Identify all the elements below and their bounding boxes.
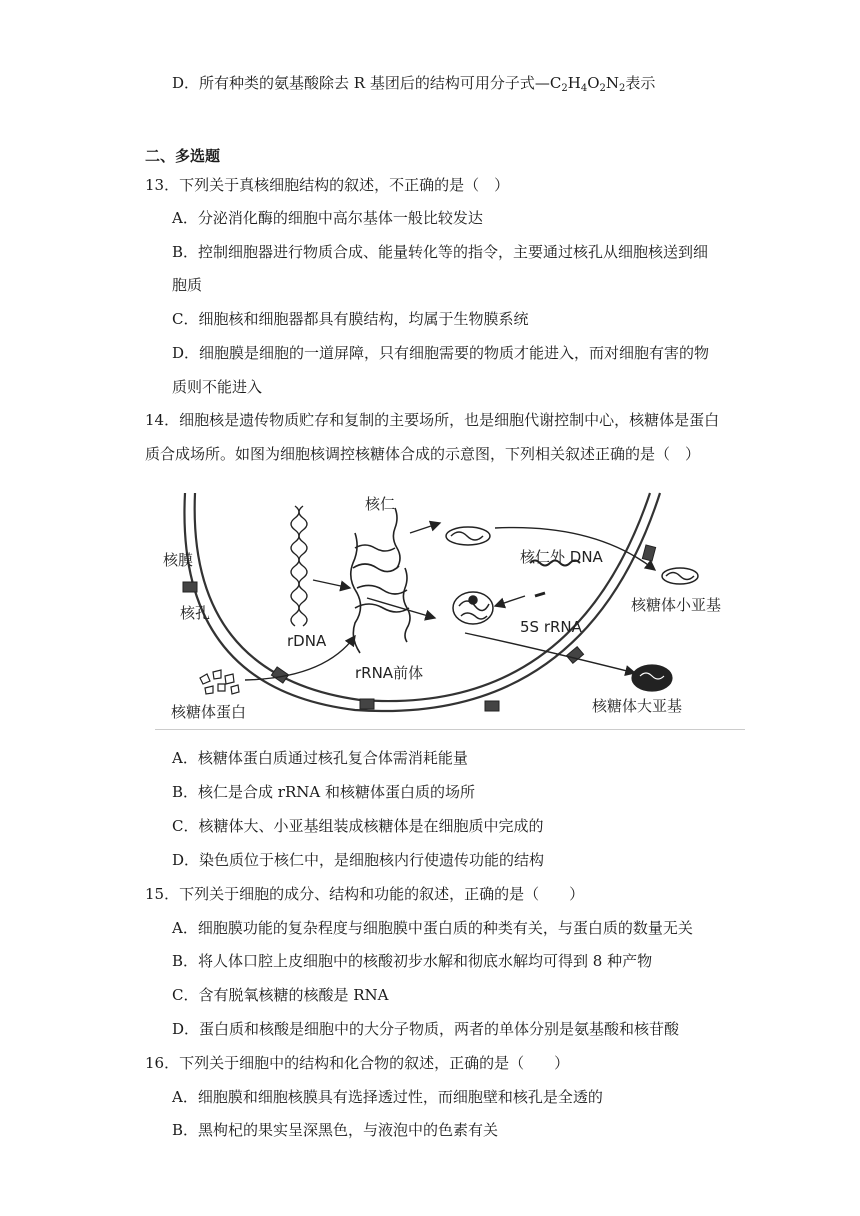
- nuclear-pore-icon-1: [183, 582, 197, 592]
- label-rdna: rDNA: [287, 632, 327, 650]
- label-rrna-precursor: rRNA前体: [355, 664, 424, 682]
- question-16-stem: 16．下列关于细胞中的结构和化合物的叙述，正确的是（ ）: [145, 1054, 570, 1072]
- q16-option-a: A．细胞膜和细胞核膜具有选择透过性，而细胞壁和核孔是全透的: [172, 1088, 603, 1106]
- small-subunit-nucleus-icon: [446, 527, 490, 545]
- q14-option-a: A．核糖体蛋白质通过核孔复合体需消耗能量: [172, 749, 468, 767]
- q15-option-a: A．细胞膜功能的复杂程度与细胞膜中蛋白质的种类有关，与蛋白质的数量无关: [172, 919, 693, 937]
- q13-option-b-cont: 胞质: [172, 276, 203, 294]
- rrna-precursor-icon: [351, 508, 410, 653]
- small-subunit-cytoplasm-icon: [662, 568, 698, 584]
- q13-option-a: A．分泌消化酶的细胞中高尔基体一般比较发达: [172, 209, 483, 227]
- question-15-stem: 15．下列关于细胞的成分、结构和功能的叙述，正确的是（ ）: [145, 885, 585, 903]
- q13-option-d: D．细胞膜是细胞的一道屏障，只有细胞需要的物质才能进入，而对细胞有害的物: [172, 344, 710, 362]
- q16-option-b: B．黑枸杞的果实呈深黑色，与液泡中的色素有关: [172, 1121, 499, 1139]
- prev-option-d: D．所有种类的氨基酸除去 R 基团后的结构可用分子式$—C_2H_4O_2N_2$表示: [172, 74, 656, 94]
- label-ribosomal-protein: 核糖体蛋白: [171, 703, 247, 721]
- label-large-subunit: 核糖体大亚基: [592, 697, 683, 715]
- large-subunit-nucleus-icon: [453, 592, 493, 624]
- q13-option-c: C．细胞核和细胞器都具有膜结构，均属于生物膜系统: [172, 310, 529, 328]
- q15-option-d: D．蛋白质和核酸是细胞中的大分子物质，两者的单体分别是氨基酸和核苷酸: [172, 1020, 680, 1038]
- q15-option-b: B．将人体口腔上皮细胞中的核酸初步水解和彻底水解均可得到 8 种产物: [172, 952, 653, 970]
- q15-option-c: C．含有脱氧核糖的核酸是 RNA: [172, 986, 389, 1004]
- label-nucleolus: 核仁: [365, 495, 396, 513]
- q14-option-c: C．核糖体大、小亚基组装成核糖体是在细胞质中完成的: [172, 817, 544, 835]
- label-nuclear-pore: 核孔: [180, 604, 211, 622]
- large-subunit-cytoplasm-icon: [632, 665, 672, 691]
- nuclear-pore-icons: [183, 545, 656, 711]
- label-rrna-5s: 5S rRNA: [520, 618, 582, 636]
- diagram-divider: [155, 729, 745, 730]
- nuclear-pore-icon-3: [360, 699, 374, 709]
- question-14-stem: 14．细胞核是遗传物质贮存和复制的主要场所，也是细胞代谢控制中心，核糖体是蛋白: [145, 411, 720, 429]
- label-extranucleolar-dna: 核仁外 DNA: [520, 548, 603, 566]
- rrna-5s-fragment-icon: [535, 593, 545, 596]
- label-nuclear-membrane: 核膜: [163, 551, 194, 569]
- nuclear-pore-icon-6: [642, 545, 655, 561]
- rdna-helix-icon: [291, 506, 307, 626]
- section-title: 二、多选题: [145, 147, 221, 165]
- q14-option-b: B．核仁是合成 rRNA 和核糖体蛋白质的场所: [172, 783, 475, 801]
- question-13-stem: 13．下列关于真核细胞结构的叙述，不正确的是（ ）: [145, 176, 510, 194]
- q13-option-b: B．控制细胞器进行物质合成、能量转化等的指令，主要通过核孔从细胞核送到细: [172, 243, 709, 261]
- ribosomal-protein-icon: [200, 670, 239, 694]
- nuclear-pore-icon-5: [566, 647, 583, 664]
- nuclear-pore-icon-2: [271, 667, 288, 683]
- ribosome-synthesis-diagram: [155, 488, 755, 728]
- q14-option-d: D．染色质位于核仁中，是细胞核内行使遗传功能的结构: [172, 851, 545, 869]
- nuclear-pore-icon-4: [485, 701, 499, 711]
- q13-option-d-cont: 质则不能进入: [172, 378, 263, 396]
- label-small-subunit: 核糖体小亚基: [631, 596, 722, 614]
- question-14-stem-cont: 质合成场所。如图为细胞核调控核糖体合成的示意图，下列相关叙述正确的是（ ）: [145, 445, 701, 463]
